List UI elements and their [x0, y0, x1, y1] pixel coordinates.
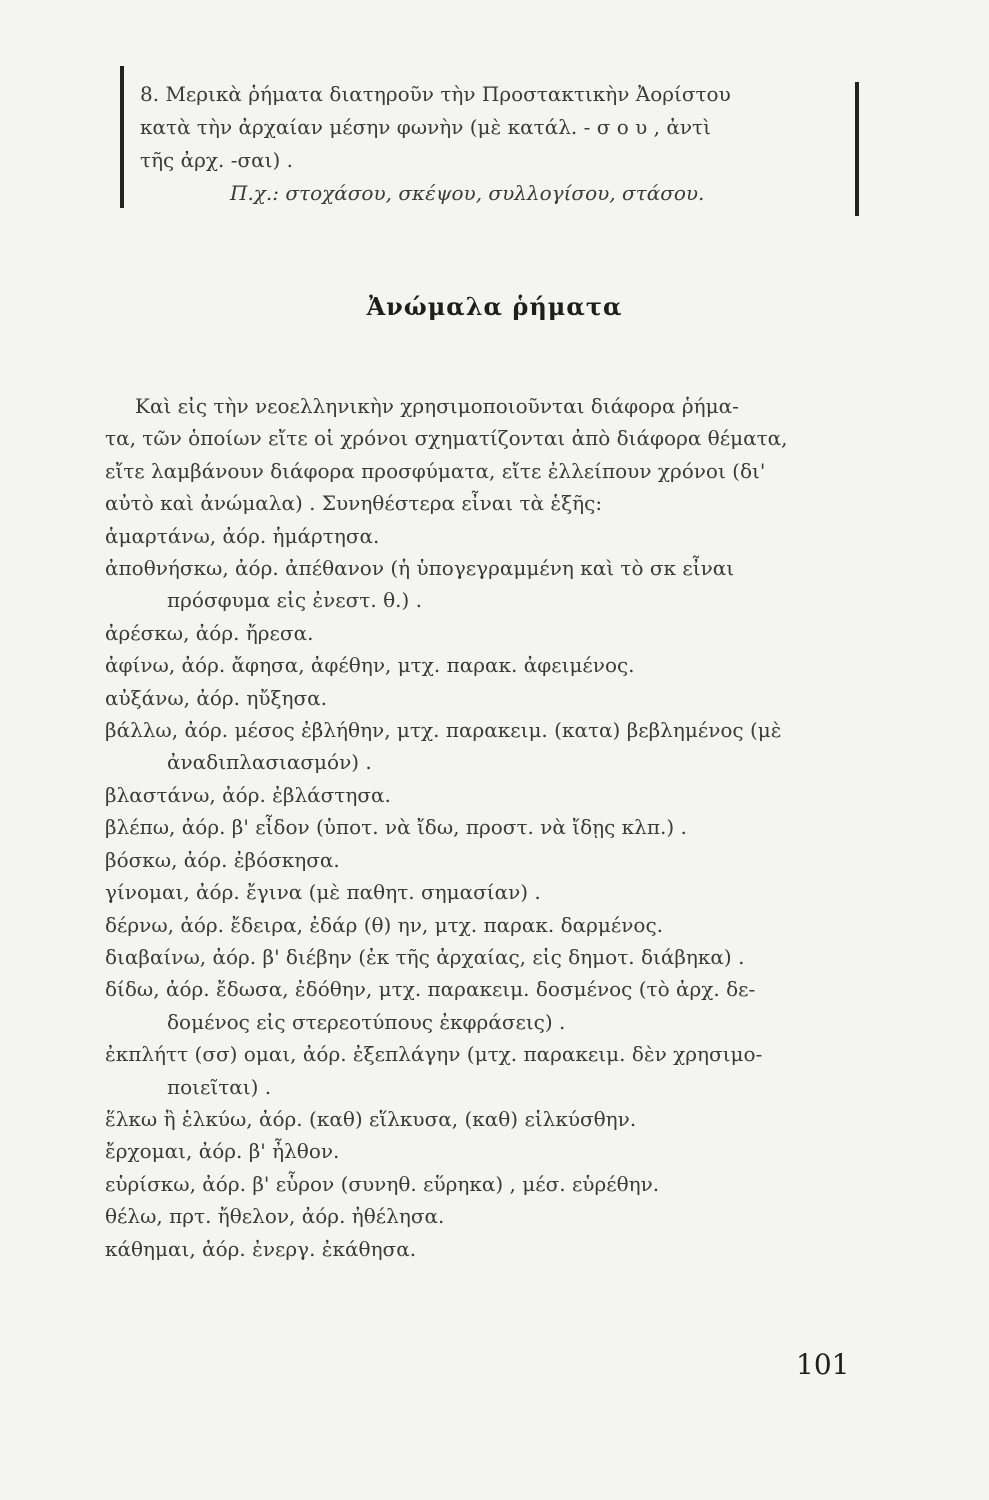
note-line-1: 8. Μερικὰ ῥήματα διατηροῦν τὴν Προστακτικὴν Ἀορίστου: [140, 82, 731, 106]
left-margin-bar: [120, 66, 124, 208]
body-text: [105, 390, 875, 1265]
verb-entry: αὐξάνω, ἀόρ. ηὔξησα.: [105, 685, 328, 710]
verb-entry: διαβαίνω, ἀόρ. β' διέβην (ἐκ τῆς ἀρχαίας, εἰς δημοτ. διάβηκα) .: [105, 944, 745, 969]
verb-entry: δέρνω, ἀόρ. ἔδειρα, ἐδάρ (θ) ην, μτχ. παρακ. δαρμένος.: [105, 912, 664, 937]
verb-list: [105, 520, 875, 1265]
verb-entry: θέλω, πρτ. ἤθελον, ἀόρ. ἠθέλησα.: [105, 1204, 445, 1229]
boxed-note: [140, 78, 840, 210]
verb-entry: ἔρχομαι, ἀόρ. β' ἦλθον.: [105, 1139, 340, 1164]
verb-entry: ἀποθνήσκω, ἀόρ. ἀπέθανον (ἡ ὑπογεγραμμένη καὶ τὸ σκ εἶναι: [105, 556, 735, 581]
verb-entry: ἀρέσκω, ἀόρ. ἤρεσα.: [105, 620, 314, 645]
intro-line: εἴτε λαμβάνουν διάφορα προσφύματα, εἴτε ἐλλείπουν χρόνοι (δι': [105, 458, 766, 483]
verb-entry: δίδω, ἀόρ. ἔδωσα, ἐδόθην, μτχ. παρακειμ. δοσμένος (τὸ ἀρχ. δε-: [105, 977, 756, 1002]
note-line-2: κατὰ τὴν ἀρχαίαν μέσην φωνὴν (μὲ κατάλ. - σ ο υ , ἀντὶ: [140, 115, 711, 139]
verb-entry: ἁμαρτάνω, ἀόρ. ἡμάρτησα.: [105, 523, 380, 548]
note-example: Π.χ.: στοχάσου, σκέψου, συλλογίσου, στάσου.: [230, 181, 705, 205]
verb-entry: γίνομαι, ἀόρ. ἔγινα (μὲ παθητ. σημασίαν) .: [105, 880, 541, 905]
verb-entry: ἐκπλήττ (σσ) ομαι, ἀόρ. ἐξεπλάγην (μτχ. παρακειμ. δὲν χρησιμο-: [105, 1042, 763, 1067]
verb-entry: βόσκω, ἀόρ. ἐβόσκησα.: [105, 847, 340, 872]
verb-entry: βλέπω, ἀόρ. β' εἶδον (ὑποτ. νὰ ἴδω, προστ. νὰ ἴδῃς κλπ.) .: [105, 815, 687, 840]
right-margin-bar: [855, 82, 859, 216]
verb-entry: κάθημαι, ἀόρ. ἐνεργ. ἐκάθησα.: [105, 1236, 417, 1261]
intro-line: Καὶ εἰς τὴν νεοελληνικὴν χρησιμοποιοῦνται διάφορα ῥήμα-: [135, 394, 739, 418]
verb-entry: εὑρίσκω, ἀόρ. β' εὗρον (συνηθ. εὕρηκα) , μέσ. εὑρέθην.: [105, 1171, 660, 1196]
verb-entry-continuation: δομένος εἰς στερεοτύπους ἐκφράσεις) .: [167, 1009, 566, 1034]
verb-entry: βλαστάνω, ἀόρ. ἐβλάστησα.: [105, 782, 391, 807]
verb-entry-continuation: πρόσφυμα εἰς ἐνεστ. θ.) .: [167, 588, 422, 613]
intro-line: αὐτὸ καὶ ἀνώμαλα) . Συνηθέστερα εἶναι τὰ ἑξῆς:: [105, 491, 603, 516]
note-line-3: τῆς ἀρχ. -σαι) .: [140, 148, 293, 172]
intro-line: τα, τῶν ὁποίων εἴτε οἱ χρόνοι σχηματίζονται ἀπὸ διάφορα θέματα,: [105, 426, 788, 451]
verb-entry: ἕλκω ἢ ἑλκύω, ἀόρ. (καθ) εἵλκυσα, (καθ) εἱλκύσθην.: [105, 1106, 637, 1131]
verb-entry: ἀφίνω, ἀόρ. ἄφησα, ἀφέθην, μτχ. παρακ. ἀφειμένος.: [105, 653, 635, 678]
page-number: 101: [796, 1348, 850, 1381]
verb-entry-continuation: ποιεῖται) .: [167, 1074, 272, 1099]
verb-entry: βάλλω, ἀόρ. μέσος ἐβλήθην, μτχ. παρακειμ. (κατα) βεβλημένος (μὲ: [105, 718, 782, 743]
section-heading: Ἀνώμαλα ῥήματα: [366, 292, 623, 321]
verb-entry-continuation: ἀναδιπλασιασμόν) .: [167, 750, 372, 775]
